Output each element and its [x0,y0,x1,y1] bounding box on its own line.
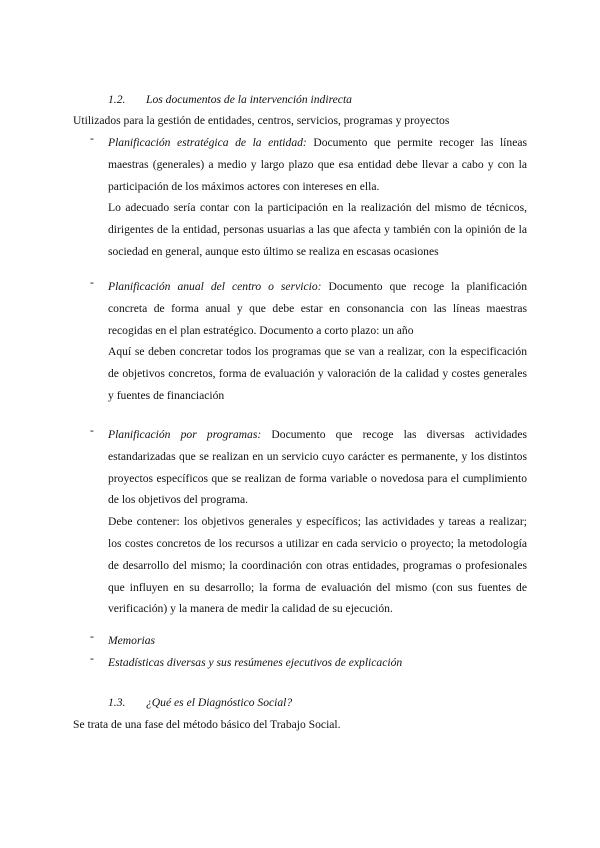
item-text: Documento que recoge las diversas actividades estandarizadas que se realizan en un servicio cuyo carácter es permanente, y los distintos proyectos específicos que se realizan de forma variable o novedosa para el cumplimiento de los objetivos del programa. [108,428,527,507]
section-title: Los documentos de la intervención indirecta [146,93,352,106]
list-item [90,132,527,263]
list-item [90,652,527,674]
item-title: Estadísticas diversas y sus resúmenes ejecutivos de explicación [108,656,403,669]
list-dash: - [90,132,94,145]
section-intro: Se trata de una fase del método básico del Trabajo Social. [73,718,341,731]
item-title: Memorias [108,634,156,647]
list-dash: - [90,652,94,665]
item-title: Planificación por programas: [108,428,262,441]
section-number: 1.2. [108,93,126,106]
item-text: Documento que recoge la planificación concreta de forma anual y que debe estar en consonancia con las líneas maestras recogidas en el plan estratégico. Documento a corto plazo: un año [108,280,527,337]
list-dash: - [90,630,94,643]
item-extra: Debe contener: los objetivos generales y específicos; las actividades y tareas a realizar; los costes concretos de los recursos a utilizar en cada servicio o proyecto; la metodología de desarrollo del mismo; la coordinación con otras entidades, programas o profesionales que influyen en su desarrollo; la forma de evaluación del mismo (con sus fuentes de verificación) y la manera de medir la calidad de su ejecución. [108,515,527,616]
item-text: Documento que permite recoger las líneas maestras (generales) a medio y largo plazo que esa entidad debe llevar a cabo y con la participación de los máximos actores con intereses en ella. [108,136,527,193]
item-title: Planificación estratégica de la entidad: [108,136,307,149]
list-dash: - [90,424,94,437]
item-extra: Lo adecuado sería contar con la participación en la realización del mismo de técnicos, dirigentes de la entidad, personas usuarias a las que afecta y también con la opinión de la sociedad en general, aunque esto último se realiza en escasas ocasiones [108,201,527,258]
list-item [90,424,527,620]
section-number: 1.3. [108,696,126,709]
item-paragraph [108,630,527,652]
section-heading-1-3 [108,696,292,709]
section-title: ¿Qué es el Diagnóstico Social? [146,696,293,709]
section-heading-1-2 [108,93,352,106]
list-dash: - [90,276,94,289]
item-paragraph [108,132,527,197]
item-extra: Aquí se deben concretar todos los programas que se van a realizar, con la especificación de objetivos concretos, forma de evaluación y valoración de la calidad y costes generales y fuentes de financiación [108,345,527,402]
item-title: Planificación anual del centro o servicio: [108,280,322,293]
list-item [90,630,527,652]
section-intro: Utilizados para la gestión de entidades, centros, servicios, programas y proyectos [73,114,450,127]
item-paragraph [108,276,527,341]
list-item [90,276,527,407]
item-paragraph [108,424,527,511]
item-paragraph [108,652,527,674]
